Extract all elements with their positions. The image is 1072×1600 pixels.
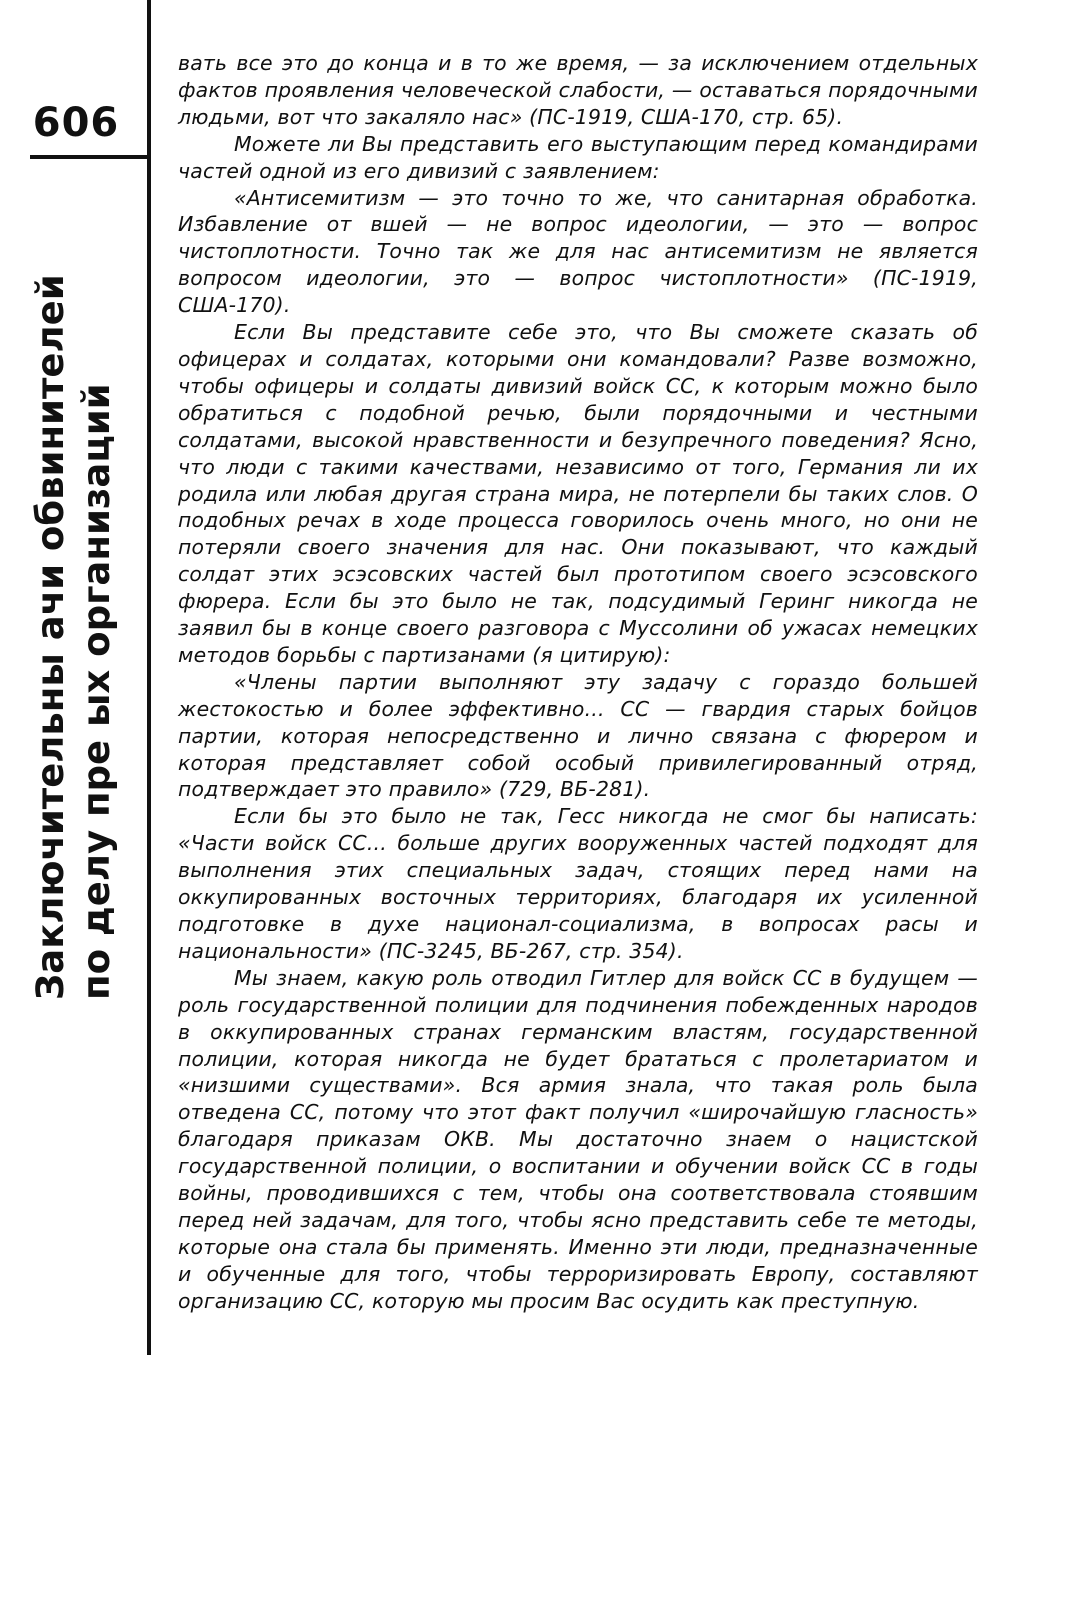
page-number-rule [30,155,148,159]
paragraph-6: Если бы это было не так, Гесс никогда не смог бы написать: «Части войск СС... больше других вооруженных частей подходят для выполнения этих специальных задач, стоящих перед нами на оккупированных восточных территориях, благодаря их усиленной подготовке в духе национал-социализма, в вопросах расы и национальности» (ПС-3245, ВБ-267, стр. 354). [178,804,978,963]
paragraph-3-quote: «Антисемитизм — это точно то же, что санитарная обработка. Избавление от вшей — не вопрос идеологии, — это — вопрос чистоплотности. Точно так же для нас антисемитизм не является вопросом идеологии, это — вопрос чистоплотности» (ПС-1919, США-170). [178,185,978,318]
paragraph-5-quote: «Члены партии выполняют эту задачу с гораздо большей жестокостью и более эффективно... СС — гвардия старых бойцов партии, которая непосредственно и лично связана с фюрером и которая представляет собой особый привилегированный отряд, подтверждает это правило» (729, ВБ-281). [178,669,978,802]
paragraph-7: Мы знаем, какую роль отводил Гитлер для войск СС в будущем — роль государственной полиции для подчинения побежденных народов в оккупированных странах германским властям, государственной полиции, которая никогда не будет брататься с пролетариатом и «низшими существами». Вся армия знала, что такая роль была отведена СС, потому что этот факт получил «широчайшую гласность» благодаря приказам ОКВ. Мы достаточно знаем о нацистской государственной полиции, о воспитании и обучении войск СС в годы войны, проводившихся с тем, чтобы она соответствовала стоявшим перед ней задачам, для того, чтобы ясно представить себе те методы, которые она стала бы применять. Именно эти люди, предназначенные и обученные для того, чтобы терроризировать Европу, составляют организацию СС, которую мы просим Вас осудить как преступную. [178,965,978,1313]
paragraph-1: вать все это до конца и в то же время, — за исключением отдельных фактов проявления человеческой слабости, — оставаться порядочными людьми, вот что закаляло нас» (ПС-1919, США-170, стр. 65). [178,51,978,129]
paragraph-2: Можете ли Вы представить его выступающим перед командирами частей одной из его дивизий с заявлением: [178,131,978,183]
page-margin [0,0,150,1600]
page-number: 606 [32,100,120,146]
margin-vertical-rule [147,0,151,1355]
running-title-line-2: по делу пре ых организаций [75,383,118,1000]
running-title-line-1: Заключительны ачи обвинителей [29,274,72,1000]
paragraph-4: Если Вы представите себе это, что Вы сможете сказать об офицерах и солдатах, которыми они командовали? Разве возможно, чтобы офицеры и солдаты дивизий войск СС, к которым можно было обратиться с подобной речью, были порядочными и честными солдатами, высокой нравственности и безупречного поведения? Ясно, что люди с такими качествами, независимо от того, Германия ли их родила или любая другая страна мира, не потерпели бы таких слов. О подобных речах в ходе процесса говорилось очень много, но они не потеряли своего значения для нас. Они показывают, что каждый солдат этих эсэсовских частей был прототипом своего эсэсовского фюрера. Если бы это было не так, подсудимый Геринг никогда не заявил бы в конце своего разговора с Муссолини об ужасах немецких методов борьбы с партизанами (я цитирую): [178,320,978,667]
body-text [178,50,978,1315]
